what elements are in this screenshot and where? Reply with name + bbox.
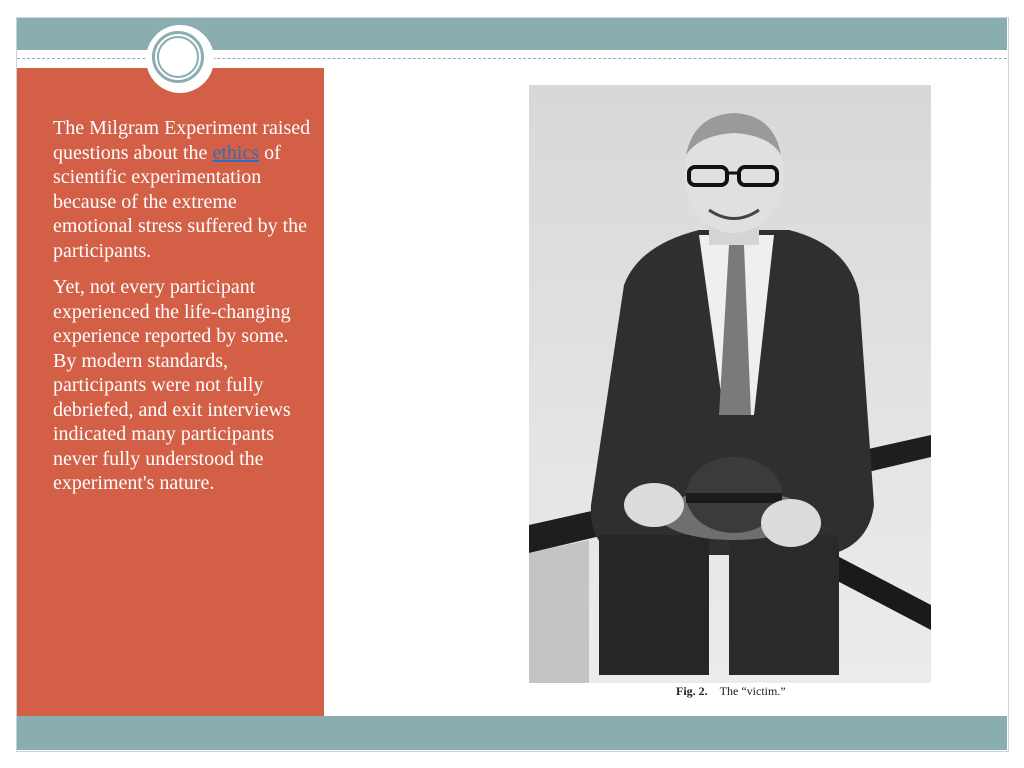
figure-caption-text: The “victim.” [719,684,786,698]
ethics-link[interactable]: ethics [212,141,260,164]
figure-label: Fig. 2. [676,684,708,698]
paragraph-2: Yet, not every participant experienced the life-changing experience reported by some. By modern standards, participants were not fully debriefed, and exit interviews indicated many participants never fully understood the experiment's nature. [53,276,291,494]
footer-band [17,716,1007,750]
body-text [53,116,311,508]
photo-illustration [529,85,931,683]
paragraph-1: The Milgram Experiment raised questions about the ethics of scientific experimentation because of the extreme emotional stress suffered by the participants. [53,117,311,262]
badge-inner-ring-icon [157,36,199,78]
historical-photo [529,85,931,683]
figure-caption [676,684,786,699]
